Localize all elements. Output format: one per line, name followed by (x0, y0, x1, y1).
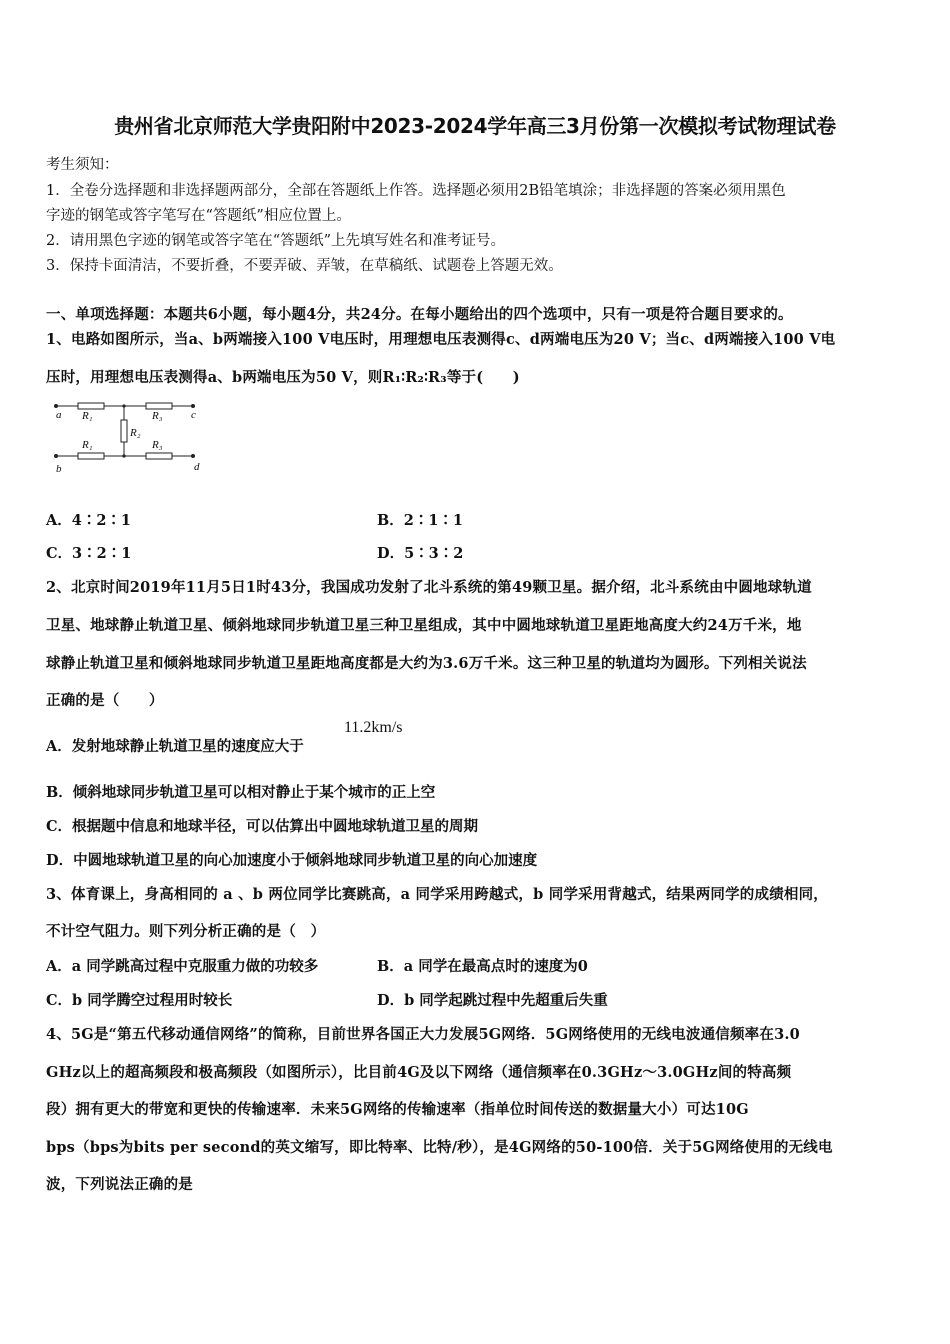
option-b[interactable]: B．倾斜地球同步轨道卫星可以相对静止于某个城市的正上空 (46, 784, 436, 801)
question-2-line: 2、北京时间2019年11月5日1时43分，我国成功发射了北斗系统的第49颗卫星。据介绍，北斗系统由中圆地球轨道 (46, 579, 812, 596)
resistor-r3-bottom-label: R₃ (152, 439, 163, 451)
option-c[interactable]: C．b 同学腾空过程用时较长 (46, 992, 233, 1009)
option-d[interactable]: D．b 同学起跳过程中先超重后失重 (377, 992, 608, 1009)
option-a[interactable]: A．4∶2∶1 (46, 512, 132, 529)
question-2-line: 球静止轨道卫星和倾斜地球同步轨道卫星距地高度都是大约为3.6万千米。这三种卫星的轨道均为圆形。下列相关说法 (46, 655, 807, 672)
terminal-b-label: b (56, 463, 62, 475)
resistor-r1-bottom-label: R₁ (82, 439, 93, 451)
question-1-line: 压时，用理想电压表测得a、b两端电压为50 V，则R₁∶R₂∶R₃等于( ) (46, 369, 520, 386)
option-d[interactable]: D．5∶3∶2 (377, 545, 464, 562)
resistor-r2-label: R₂ (130, 427, 141, 439)
option-c[interactable]: C．3∶2∶1 (46, 545, 132, 562)
circuit-diagram (48, 396, 218, 476)
option-d[interactable]: D．中圆地球轨道卫星的向心加速度小于倾斜地球同步轨道卫星的向心加速度 (46, 852, 538, 869)
question-3-line: 不计空气阻力。则下列分析正确的是（ ） (46, 923, 326, 940)
option-a[interactable]: A．发射地球静止轨道卫星的速度应大于 (46, 738, 304, 755)
section-heading: 一、单项选择题：本题共6小题，每小题4分，共24分。在每小题给出的四个选项中，只有一项是符合题目要求的。 (46, 306, 793, 323)
option-b[interactable]: B．2∶1∶1 (377, 512, 464, 529)
question-4-line: 4、5G是“第五代移动通信网络”的简称，目前世界各国正大力发展5G网络．5G网络使用的无线电波通信频率在3.0 (46, 1026, 800, 1043)
notice-heading: 考生须知： (46, 157, 119, 173)
notice-line: 字迹的钢笔或答字笔写在“答题纸”相应位置上。 (46, 208, 351, 224)
question-4-line: 波，下列说法正确的是 (46, 1176, 193, 1193)
notice-line: 2．请用黑色字迹的钢笔或答字笔在“答题纸”上先填写姓名和准考证号。 (46, 233, 506, 249)
resistor-r3-top-label: R₃ (152, 410, 163, 422)
notice-line: 1．全卷分选择题和非选择题两部分，全部在答题纸上作答。选择题必须用2B铅笔填涂；非选择题的答案必须用黑色 (46, 183, 786, 199)
option-a[interactable]: A．a 同学跳高过程中克服重力做的功较多 (46, 958, 319, 975)
notice-line: 3．保持卡面清洁，不要折叠，不要弄破、弄皱，在草稿纸、试题卷上答题无效。 (46, 258, 563, 274)
question-2-line: 卫星、地球静止轨道卫星、倾斜地球同步轨道卫星三种卫星组成，其中中圆地球轨道卫星距地高度大约24万千米，地 (46, 617, 802, 634)
option-c[interactable]: C．根据题中信息和地球半径，可以估算出中圆地球轨道卫星的周期 (46, 818, 479, 835)
page-title: 贵州省北京师范大学贵阳附中2023-2024学年高三3月份第一次模拟考试物理试卷 (114, 114, 836, 138)
question-3-line: 3、体育课上，身高相同的 a 、b 两位同学比赛跳高，a 同学采用跨越式，b 同学采用背越式，结果两同学的成绩相同， (46, 886, 828, 903)
terminal-d-label: d (194, 461, 200, 473)
question-4-line: bps（bps为bits per second的英文缩写，即比特率、比特/秒），是4G网络的50-100倍．关于5G网络使用的无线电 (46, 1139, 833, 1156)
option-a-math: 11.2km/s (344, 719, 403, 736)
resistor-r1-top-label: R₁ (82, 410, 93, 422)
terminal-a-label: a (56, 409, 62, 421)
question-4-line: 段）拥有更大的带宽和更快的传输速率．未来5G网络的传输速率（指单位时间传送的数据量大小）可达10G (46, 1101, 749, 1118)
terminal-c-label: c (191, 409, 196, 421)
question-2-line: 正确的是（ ） (46, 692, 164, 709)
option-b[interactable]: B．a 同学在最高点时的速度为0 (377, 958, 588, 975)
question-4-line: GHz以上的超高频段和极高频段（如图所示），比目前4G及以下网络（通信频率在0.3GHz～3.0GHz间的特高频 (46, 1064, 792, 1081)
question-1-line: 1、电路如图所示，当a、b两端接入100 V电压时，用理想电压表测得c、d两端电压为20 V；当c、d两端接入100 V电 (46, 331, 836, 348)
